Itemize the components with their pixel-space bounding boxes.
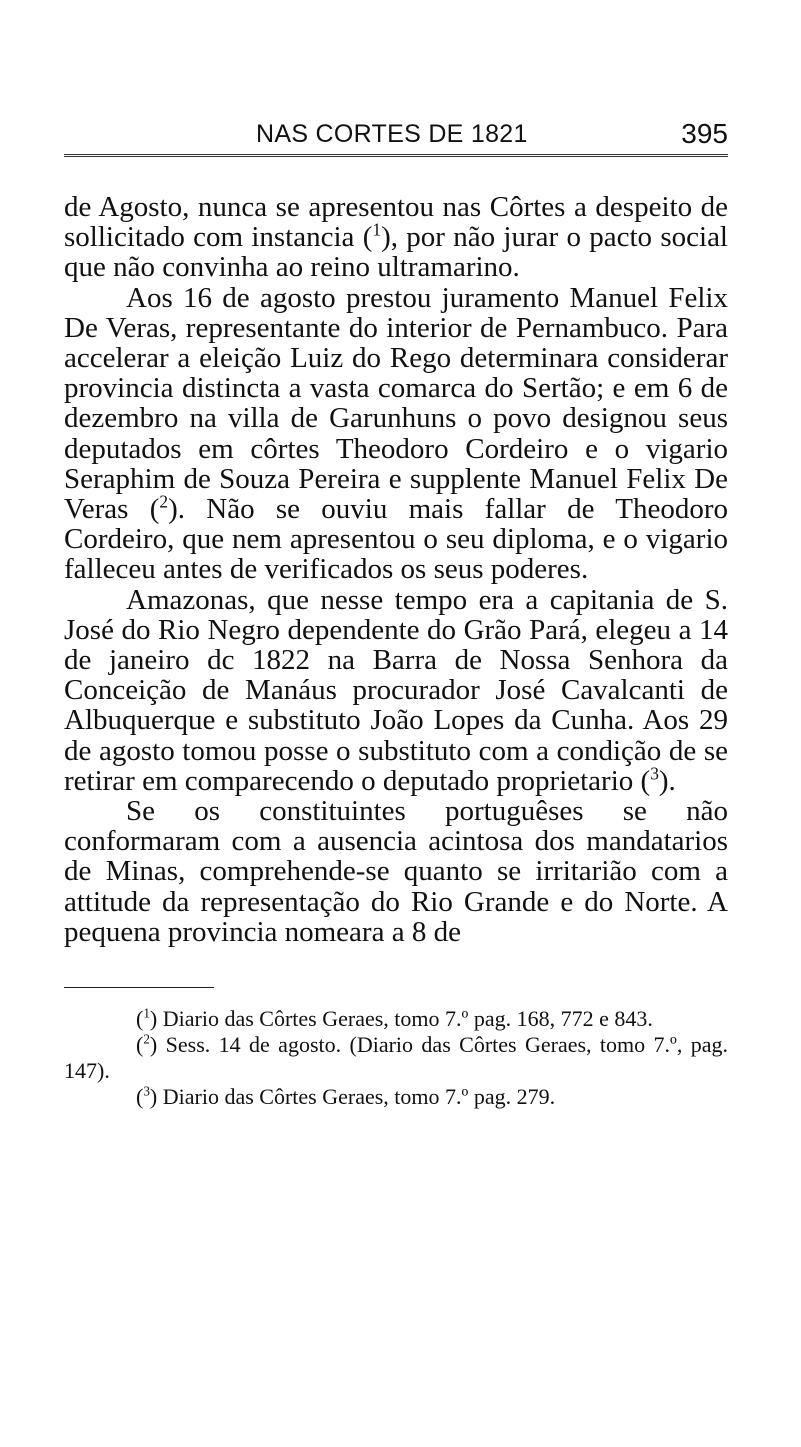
footnote-3-text: Diario das Côrtes Geraes, tomo 7.º pag. 279. — [162, 1084, 556, 1110]
footnote-1-mark: 1 — [143, 1005, 150, 1021]
book-page — [64, 112, 728, 1110]
paragraph-1 — [64, 192, 728, 283]
footnote-2-mark: 2 — [143, 1031, 150, 1047]
running-head — [64, 112, 728, 160]
footnote-3-mark: 3 — [143, 1083, 150, 1099]
footnote-2-text: Sess. 14 de agosto. (Diario das Côrtes Geraes, tomo 7.º, pag. 147). — [64, 1032, 729, 1084]
paragraph-3 — [64, 585, 728, 796]
paragraph-2-text-b: ). Não se ouviu mais fallar de Theodoro Cordeiro, que nem apresentou o seu diploma, e o vigario falleceu antes de verificados os seus poderes. — [64, 493, 728, 586]
running-title: NAS CORTES DE 1821 — [256, 120, 528, 148]
footnotes — [64, 1006, 728, 1110]
footnote-ref-3: 3 — [650, 763, 659, 784]
footnote-ref-1: 1 — [372, 219, 382, 240]
footnote-1: ($^1$) Diario das Côrtes Geraes, tomo 7.º pag. 168, 772 e 843. — [136, 1005, 653, 1032]
header-rule — [64, 154, 728, 157]
footnote-rule — [64, 987, 214, 988]
paragraph-4: Se os constituintes portuguêses se não conformaram com a ausencia acintosa dos mandatarios de Minas, comprehende-se quanto se irritarião com a attitude da representação do Rio Grande e do Norte. A pequena provincia nomeara a 8 de — [64, 795, 728, 948]
page-number: 395 — [681, 118, 728, 149]
paragraph-3-text-b: ). — [658, 764, 676, 797]
footnote-ref-2: 2 — [159, 491, 169, 512]
paragraph-3-text-a: Amazonas, que nesse tempo era a capitania de S. José do Rio Negro dependente do Grão Pará, elegeu a 14 de janeiro dc 1822 na Barra de Nossa Senhora da Conceição de Manáus procurador José Cavalcanti de Albuquerque e substituto João Lopes da Cunha. Aos 29 de agosto tomou posse o substituto com a condição de se retirar em comparecendo o deputado proprietario ( — [64, 583, 728, 797]
footnote-3: ($^3$) Diario das Côrtes Geraes, tomo 7.º pag. 279. — [136, 1083, 556, 1110]
paragraph-1-text-a: de Agosto, nunca se apresentou nas Côrtes a despeito de sollicitado com instancia ( — [64, 191, 728, 254]
paragraph-1-text-b: ), por não jurar o pacto social que não convinha ao reino ultramarino. — [64, 221, 728, 284]
paragraph-2-text-a: Aos 16 de agosto prestou juramento Manuel Felix De Veras, representante do interior de Pernambuco. Para accelerar a eleição Luiz do Rego determinara considerar provincia distincta a vasta comarca do Sertão; e em 6 de dezembro na villa de Garunhuns o povo designou seus deputados em côrtes Theodoro Cordeiro e o vigario Seraphim de Souza Pereira e supplente Manuel Felix De Veras ( — [64, 281, 728, 526]
footnote-2: ($^2$) Sess. 14 de agosto. (Diario das Côrtes Geraes, tomo 7.º, pag. 147). — [64, 1031, 729, 1084]
paragraph-2 — [64, 283, 728, 585]
footnote-1-text: Diario das Côrtes Geraes, tomo 7.º pag. 168, 772 e 843. — [162, 1006, 653, 1032]
body-text — [64, 192, 728, 947]
